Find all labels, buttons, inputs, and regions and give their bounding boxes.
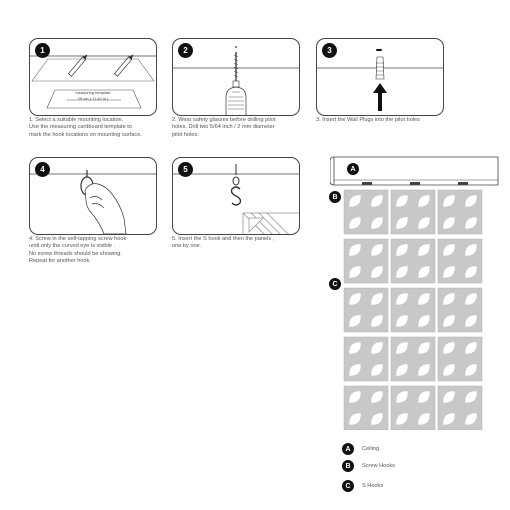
panel-center (363, 405, 369, 411)
step-5-caption: 5. Insert the S hook and then the panels , one by one. (172, 236, 275, 250)
template-title: measuring template (75, 90, 111, 95)
pencil-icon (114, 53, 134, 76)
step-3-caption: 3. Insert the Wall Plugs into the pilot holes (316, 117, 420, 123)
step-4-caption: 4. Screw in the self-tapping screw hook until only the curved eye is visible . No screw threads should be showing. Repeat for another hook. (29, 236, 127, 265)
legend-label: Ceiling (362, 446, 380, 452)
panel-center (410, 307, 416, 313)
screw-hook (458, 182, 468, 185)
panel-center (457, 258, 463, 264)
screw-hook (410, 182, 420, 185)
screw-hook-icon (233, 164, 239, 185)
step-2-card (172, 38, 300, 116)
legend-item-s-hooks (342, 480, 383, 492)
pencil-icon (68, 53, 88, 76)
legend-label: S Hooks (362, 483, 384, 489)
ceiling-end (330, 157, 334, 185)
step-2-caption: 2. Wear safety glasses before drilling pilot holes. Drill two 5/64 inch / 2 mm diameter pilot holes. (172, 117, 276, 138)
step-3-card (316, 38, 444, 116)
wall-plug-icon (376, 57, 384, 79)
panel-center (410, 405, 416, 411)
step-5-badge: 5 (178, 162, 193, 177)
step-4-badge: 4 (35, 162, 50, 177)
panel-center (457, 356, 463, 362)
panel-center (457, 307, 463, 313)
panel-center (363, 258, 369, 264)
step-4-card (29, 157, 157, 235)
hand-icon (85, 184, 126, 234)
legend-label: Screw Hooks (362, 463, 395, 469)
panel-diagram (330, 150, 510, 430)
step-1-card (29, 38, 157, 116)
panel-center (410, 258, 416, 264)
step-5-card (172, 157, 300, 235)
step-1-caption: 1. Select a suitable mounting location. Use the measuring cardboard template to mark the hook locations on mounting surface. (29, 117, 142, 138)
panel-center (457, 209, 463, 215)
legend-badge: A (342, 443, 354, 455)
panel-corner-icon (243, 213, 299, 234)
step-2-badge: 2 (178, 43, 193, 58)
panel-center (363, 356, 369, 362)
legend-item-ceiling (342, 443, 379, 455)
step-1-badge: 1 (35, 43, 50, 58)
legend-badge: C (342, 480, 354, 492)
ceiling-badge: A (347, 163, 359, 175)
step-3-badge: 3 (322, 43, 337, 58)
arrow-up-icon (373, 83, 387, 111)
s-hook-icon (232, 187, 241, 205)
legend-badge: B (342, 460, 354, 472)
template-dimension: 29 cm ( 11.42 in ) (77, 96, 109, 101)
screw-hook (362, 182, 372, 185)
panel-center (457, 405, 463, 411)
screw-hook-badge: B (329, 191, 341, 203)
installation-diagram (330, 150, 510, 430)
panel-center (363, 209, 369, 215)
panel-center (410, 209, 416, 215)
s-hook-badge: C (329, 278, 341, 290)
panel-center (410, 356, 416, 362)
panel-center (363, 307, 369, 313)
legend-item-screw-hooks (342, 460, 395, 472)
drill-icon (226, 52, 246, 115)
